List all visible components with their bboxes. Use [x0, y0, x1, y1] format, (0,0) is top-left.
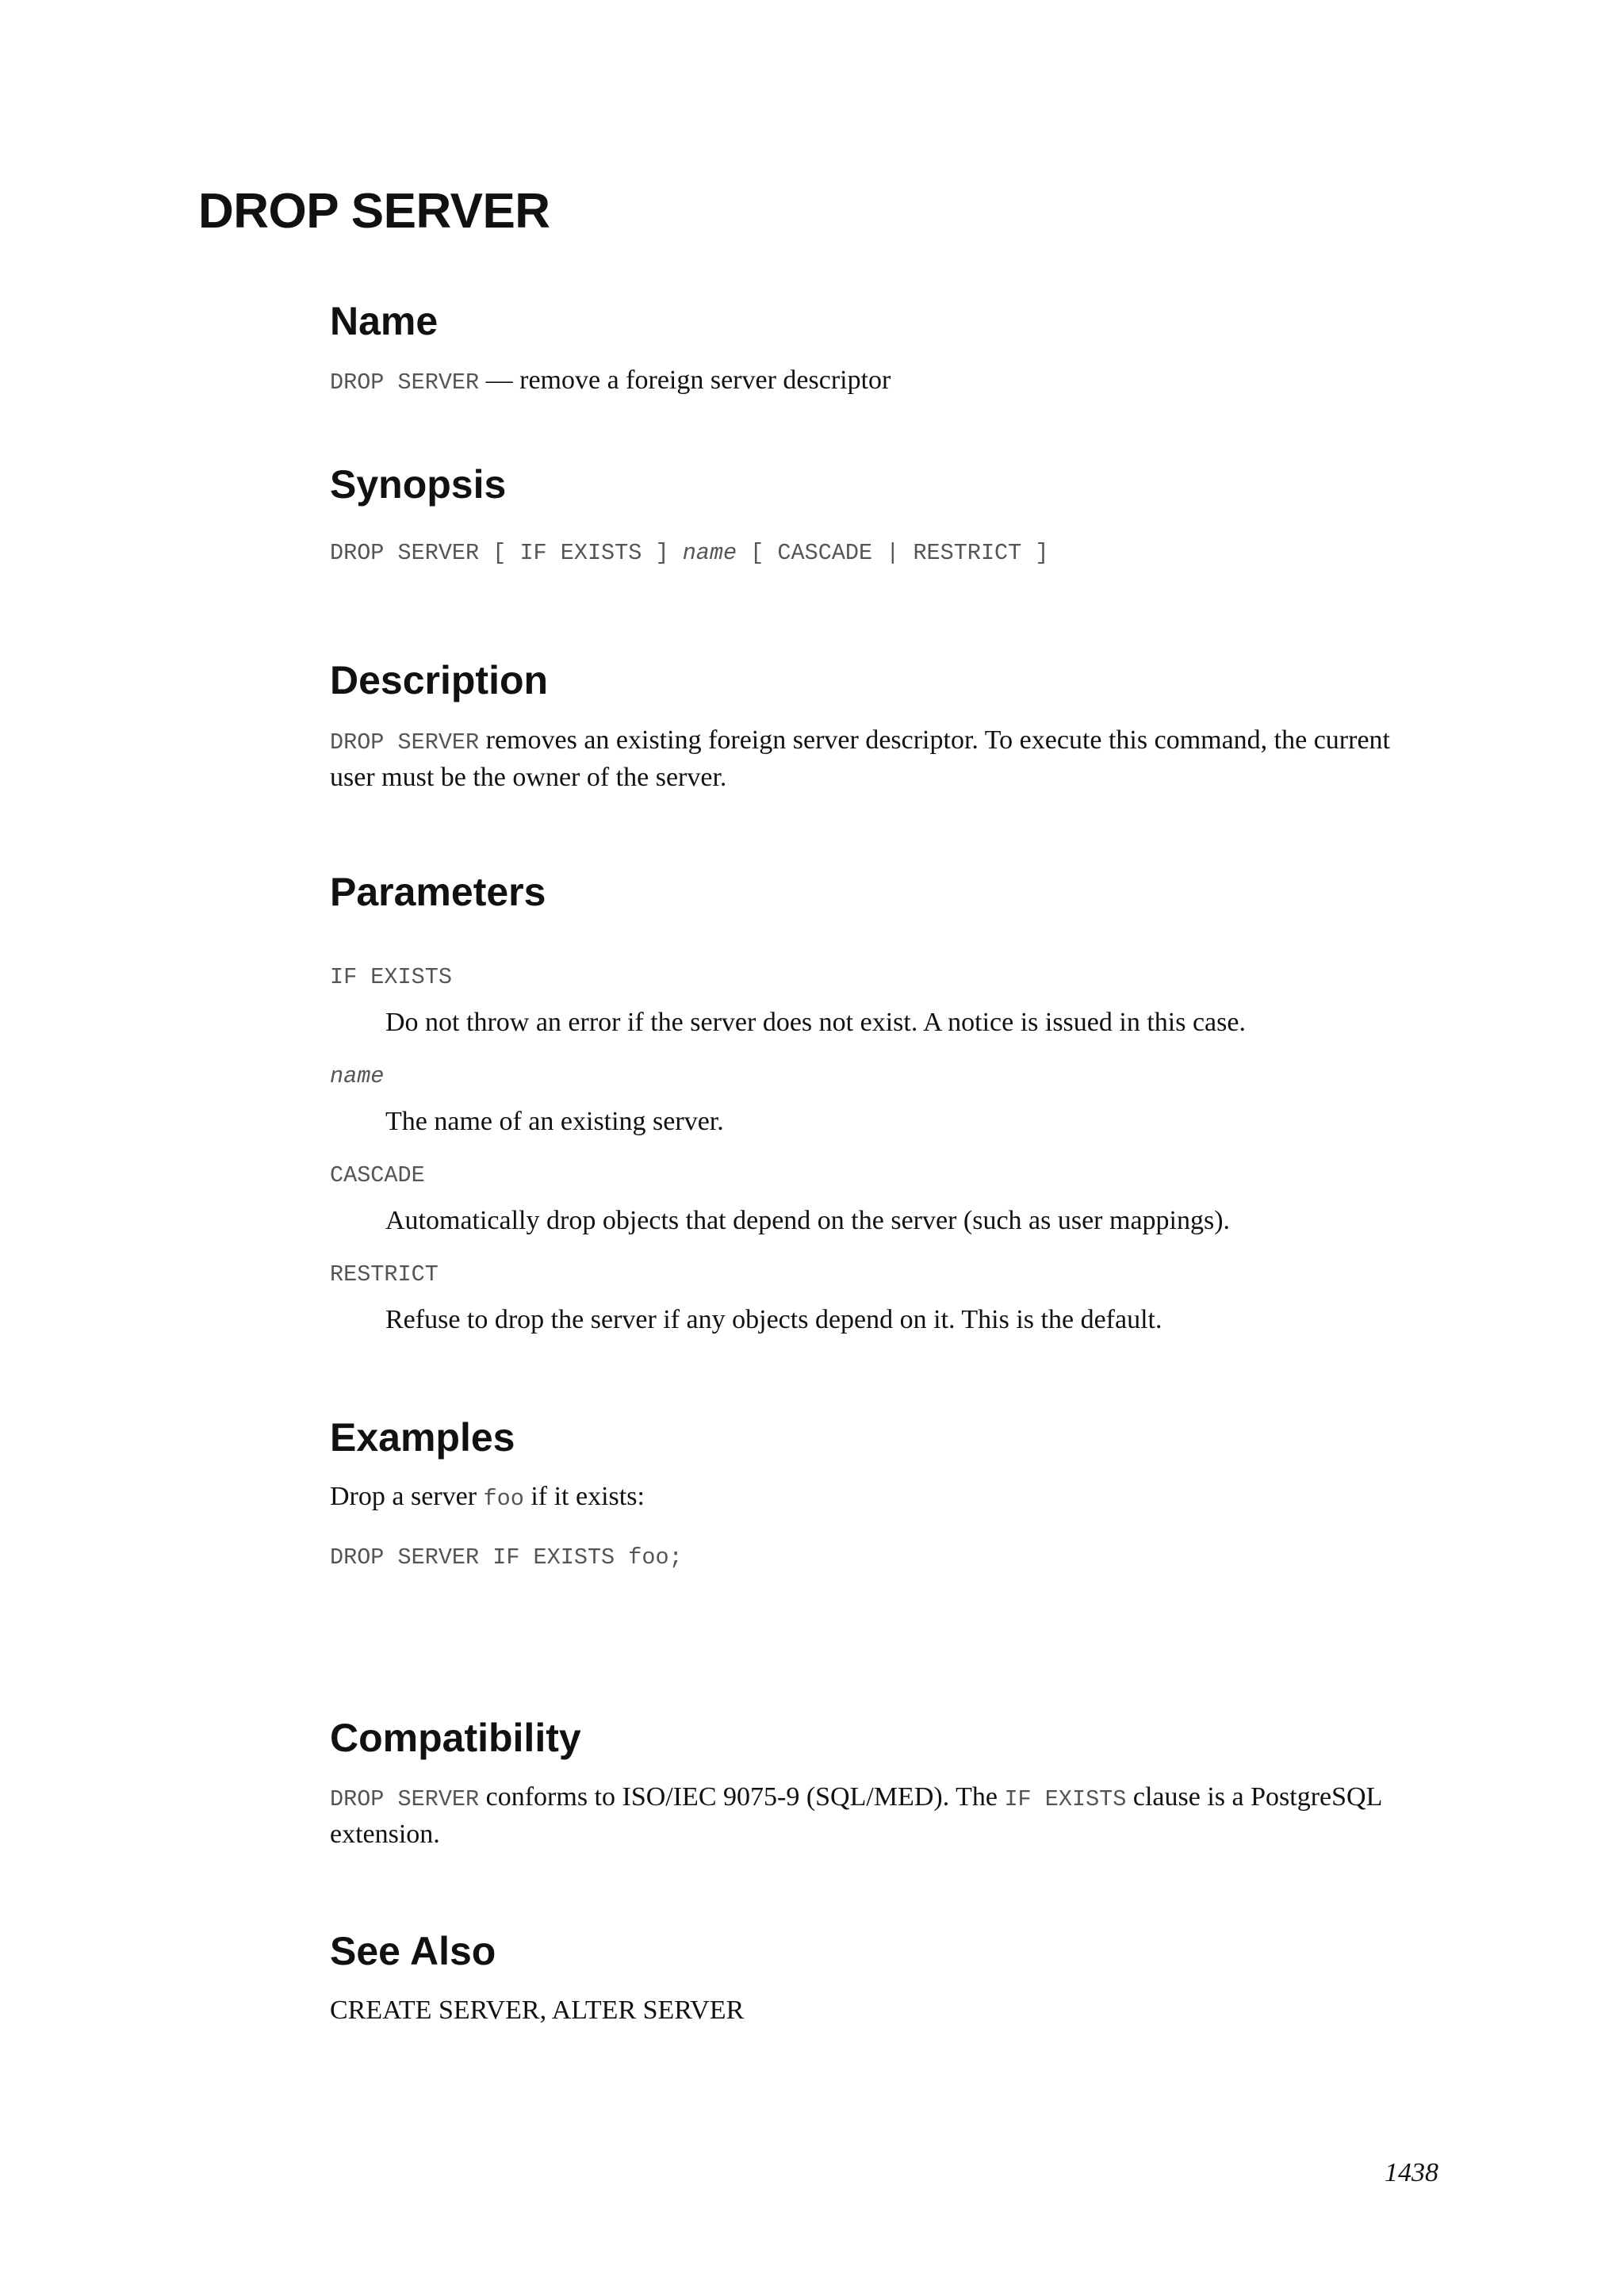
compatibility-heading: Compatibility: [330, 1716, 581, 1760]
param-term-if-exists: IF EXISTS: [330, 964, 452, 990]
name-summary: — remove a foreign server descriptor: [479, 365, 891, 395]
see-also-text: CREATE SERVER, ALTER SERVER: [330, 1996, 745, 2025]
see-also-heading: See Also: [330, 1929, 496, 1973]
param-desc-name: The name of an existing server.: [385, 1107, 724, 1136]
param-term-name: name: [330, 1063, 385, 1089]
synopsis-param: name: [682, 540, 737, 566]
synopsis-code: [330, 538, 1048, 572]
description-text: [330, 723, 1440, 795]
examples-code: DROP SERVER IF EXISTS foo;: [330, 1544, 683, 1571]
parameters-heading: Parameters: [330, 870, 546, 914]
param-term-cascade: CASCADE: [330, 1162, 425, 1188]
param-term-restrict: RESTRICT: [330, 1261, 439, 1288]
compatibility-text: [330, 1780, 1440, 1852]
param-desc-restrict: Refuse to drop the server if any objects depend on it. This is the default.: [385, 1305, 1162, 1334]
name-command: DROP SERVER: [330, 369, 480, 396]
synopsis-post: [ CASCADE | RESTRICT ]: [737, 540, 1049, 566]
examples-heading: Examples: [330, 1415, 515, 1460]
synopsis-pre: DROP SERVER [ IF EXISTS ]: [330, 540, 683, 566]
page-number: 1438: [1385, 2158, 1438, 2187]
compatibility-text2: clause is a PostgreSQL extension.: [330, 1782, 1382, 1849]
compatibility-command: DROP SERVER: [330, 1786, 480, 1812]
compatibility-text1: conforms to ISO/IEC 9075-9 (SQL/MED). The: [479, 1782, 1005, 1812]
description-command: DROP SERVER: [330, 729, 480, 756]
examples-intro-code: foo: [483, 1486, 524, 1512]
param-desc-cascade: Automatically drop objects that depend on the server (such as user mappings).: [385, 1206, 1231, 1235]
name-line: [330, 363, 1440, 400]
page-title: DROP SERVER: [198, 184, 550, 239]
compatibility-code: IF EXISTS: [1004, 1786, 1127, 1812]
examples-intro-post: if it exists:: [523, 1482, 645, 1511]
synopsis-heading: Synopsis: [330, 462, 507, 507]
description-heading: Description: [330, 658, 549, 702]
description-body: removes an existing foreign server descriptor. To execute this command, the current user must be the owner of the server.: [330, 725, 1390, 792]
name-heading: Name: [330, 299, 439, 343]
param-desc-if-exists: Do not throw an error if the server does not exist. A notice is issued in this case.: [385, 1008, 1246, 1037]
examples-intro-pre: Drop a server: [330, 1482, 484, 1511]
examples-intro: [330, 1479, 1440, 1517]
